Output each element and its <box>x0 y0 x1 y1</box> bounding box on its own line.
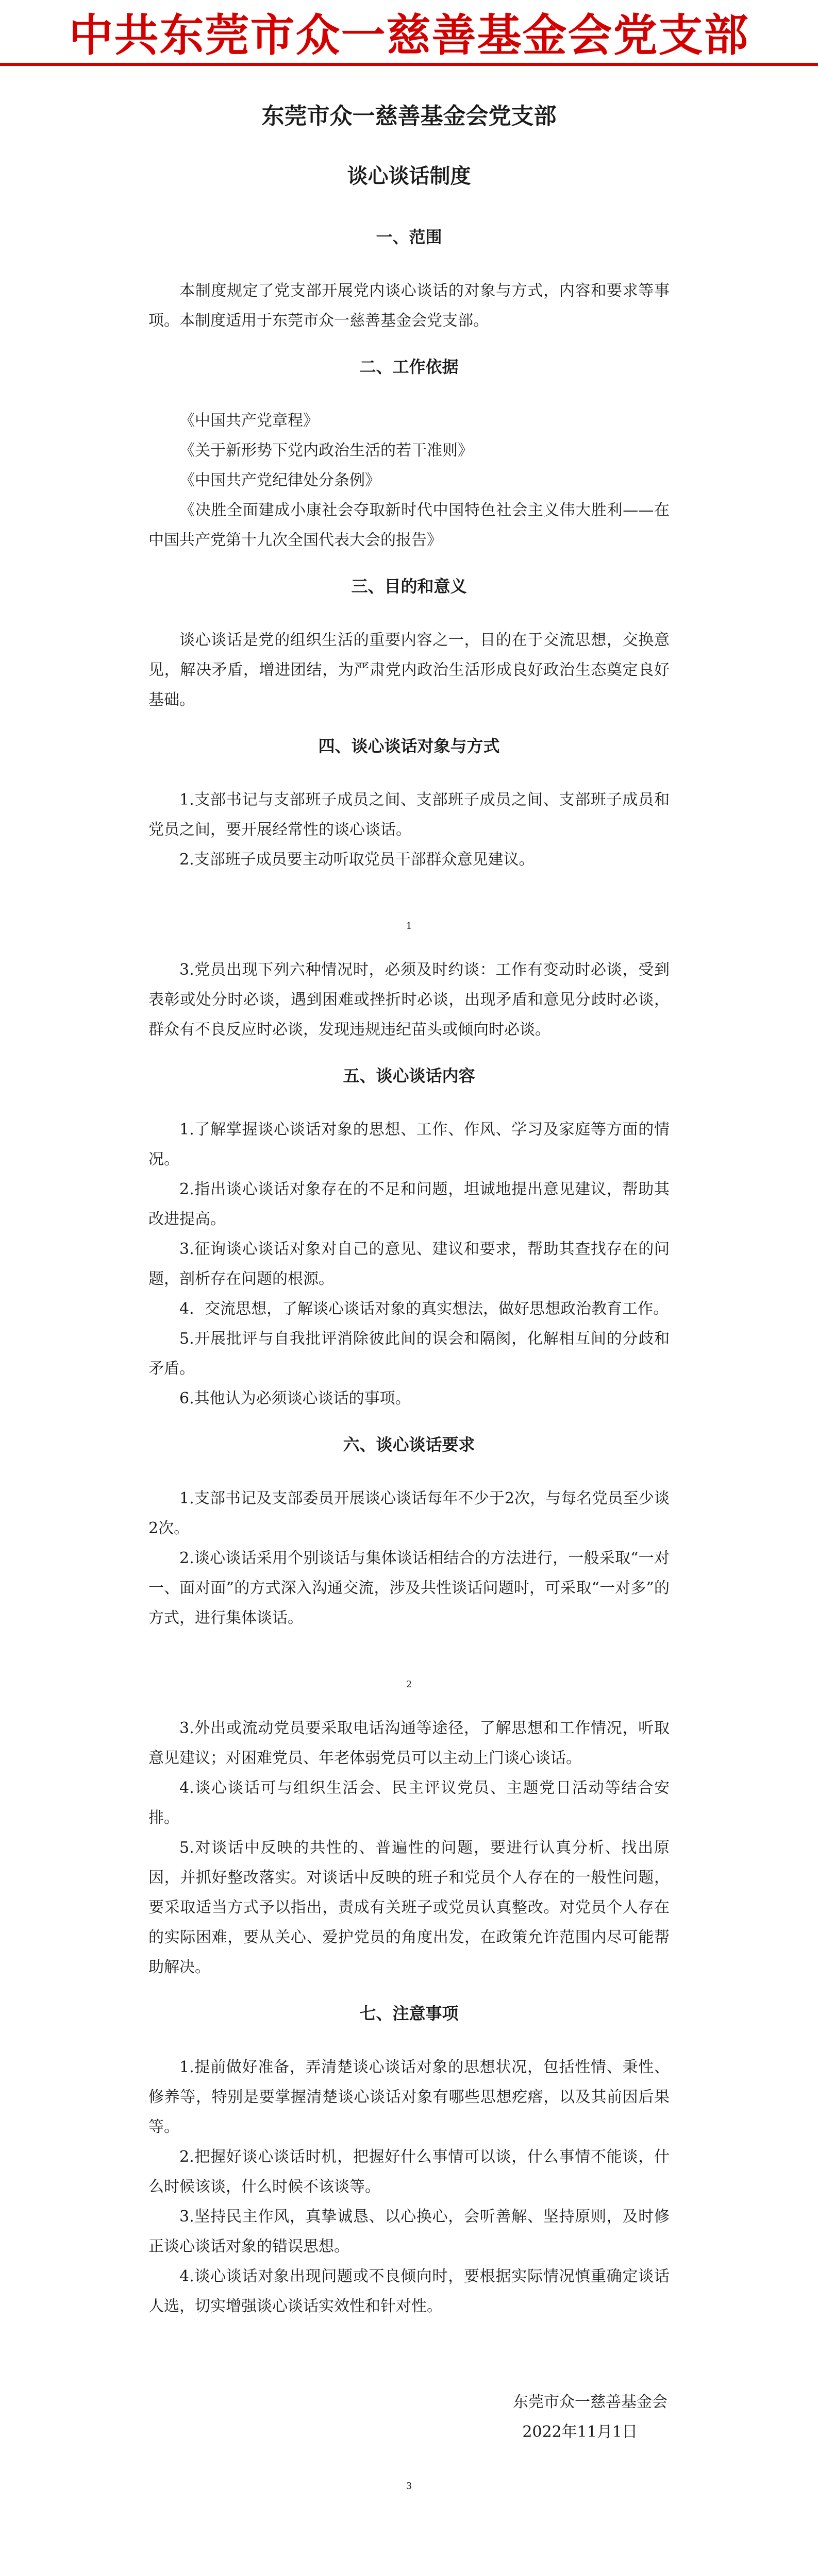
signature-date: 2022年11月1日 <box>522 2423 638 2441</box>
paragraph: 《中国共产党纪律处分条例》 <box>179 471 380 489</box>
page-gap <box>148 875 670 906</box>
paragraph: 2.支部班子成员要主动听取党员干部群众意见建议。 <box>179 851 535 869</box>
paragraph: 2.指出谈心谈话对象存在的不足和问题，坦诚地提出意见建议，帮助其改进提高。 <box>148 1180 670 1228</box>
page-number: 3 <box>406 2481 412 2492</box>
section-heading: 四、谈心谈话对象与方式 <box>318 736 500 756</box>
paragraph: 6.其他认为必须谈心谈话的事项。 <box>179 1389 411 1408</box>
paragraph: 本制度规定了党支部开展党内谈心谈话的对象与方式，内容和要求等事项。本制度适用于东莞市众一慈善基金会党支部。 <box>148 282 670 330</box>
section-heading: 五、谈心谈话内容 <box>343 1066 475 1086</box>
paragraph: 3.坚持民主作风，真挚诚恳、以心换心，会听善解、坚持原则，及时修正谈心谈话对象的错误思想。 <box>148 2208 670 2256</box>
paragraph: 4.谈心谈话对象出现问题或不良倾向时，要根据实际情况慎重确定谈话人选，切实增强谈心谈话实效性和针对性。 <box>148 2267 670 2315</box>
header-banner <box>0 0 818 66</box>
section-basis <box>148 354 670 555</box>
document-body <box>0 101 818 2493</box>
section-heading: 一、范围 <box>376 227 442 247</box>
signature-org: 东莞市众一慈善基金会 <box>513 2393 667 2411</box>
section-requirements <box>148 1432 670 1982</box>
page-gap <box>148 1633 670 1664</box>
section-scope <box>148 225 670 336</box>
document-org: 东莞市众一慈善基金会党支部 <box>261 103 557 129</box>
section-heading: 七、注意事项 <box>359 2004 459 2023</box>
paragraph: 1.提前做好准备，弄清楚谈心谈话对象的思想状况，包括性情、秉性、修养等，特别是要掌握清楚谈心谈话对象有哪些思想疙瘩，以及其前因后果等。 <box>148 2058 670 2136</box>
paragraph: 谈心谈话是党的组织生活的重要内容之一，目的在于交流思想，交换意见，解决矛盾，增进团结，为严肃党内政治生活形成良好政治生态奠定良好基础。 <box>148 631 670 709</box>
paragraph: 1.了解掌握谈心谈话对象的思想、工作、作风、学习及家庭等方面的情况。 <box>148 1121 670 1168</box>
page-number: 1 <box>406 921 412 931</box>
paragraph: 1.支部书记及支部委员开展谈心谈话每年不少于2次，与每名党员至少谈2次。 <box>148 1489 670 1537</box>
page-number: 2 <box>406 1679 412 1690</box>
paragraph: 4.谈心谈话可与组织生活会、民主评议党员、主题党日活动等结合安排。 <box>148 1779 670 1827</box>
paragraph: 《中国共产党章程》 <box>179 412 319 430</box>
section-notes <box>148 2001 670 2321</box>
banner-title: 中共东莞市众一慈善基金会党支部 <box>69 9 749 61</box>
section-content <box>148 1063 670 1414</box>
paragraph: 4．交流思想，了解谈心谈话对象的真实想法，做好思想政治教育工作。 <box>179 1300 669 1318</box>
paragraph: 3.征询谈心谈话对象对自己的意见、建议和要求，帮助其查找存在的问题，剖析存在问题的根源。 <box>148 1240 670 1288</box>
section-purpose <box>148 574 670 715</box>
paragraph: 5.对谈话中反映的共性的、普遍性的问题，要进行认真分析、找出原因，并抓好整改落实。对谈话中反映的班子和党员个人存在的一般性问题，要采取适当方式予以指出，责成有关班子或党员认真整改。对党员个人存在的实际困难，要从关心、爱护党员的角度出发，在政策允许范围内尽可能帮助解决。 <box>148 1839 670 1976</box>
paragraph: 1.支部书记与支部班子成员之间、支部班子成员之间、支部班子成员和党员之间，要开展经常性的谈心谈话。 <box>148 791 670 839</box>
section-targets <box>148 734 670 1045</box>
paragraph: 《关于新形势下党内政治生活的若干准则》 <box>179 442 473 460</box>
section-heading: 二、工作依据 <box>359 357 459 377</box>
paragraph: 5.开展批评与自我批评消除彼此间的误会和隔阂，化解相互间的分歧和矛盾。 <box>148 1330 670 1378</box>
section-heading: 三、目的和意义 <box>351 577 467 596</box>
paragraph: 2.把握好谈心谈话时机，把握好什么事情可以谈，什么事情不能谈，什么时候该谈，什么时候不该谈等。 <box>148 2148 670 2196</box>
paragraph: 2.谈心谈话采用个别谈话与集体谈话相结合的方法进行，一般采取“一对一、面对面”的方式深入沟通交流，涉及共性谈话问题时，可采取“一对多”的方式，进行集体谈话。 <box>148 1549 670 1627</box>
paragraph: 《决胜全面建成小康社会夺取新时代中国特色社会主义伟大胜利——在中国共产党第十九次全国代表大会的报告》 <box>148 501 670 549</box>
paragraph: 3.党员出现下列六种情况时，必须及时约谈：工作有变动时必谈，受到表彰或处分时必谈，遇到困难或挫折时必谈，出现矛盾和意见分歧时必谈，群众有不良反应时必谈，发现违规违纪苗头或倾向时必谈。 <box>148 961 670 1039</box>
paragraph: 3.外出或流动党员要采取电话沟通等途径，了解思想和工作情况，听取意见建议；对困难党员、年老体弱党员可以主动上门谈心谈话。 <box>148 1719 670 1767</box>
document-title: 谈心谈话制度 <box>347 164 471 188</box>
section-heading: 六、谈心谈话要求 <box>343 1435 475 1454</box>
